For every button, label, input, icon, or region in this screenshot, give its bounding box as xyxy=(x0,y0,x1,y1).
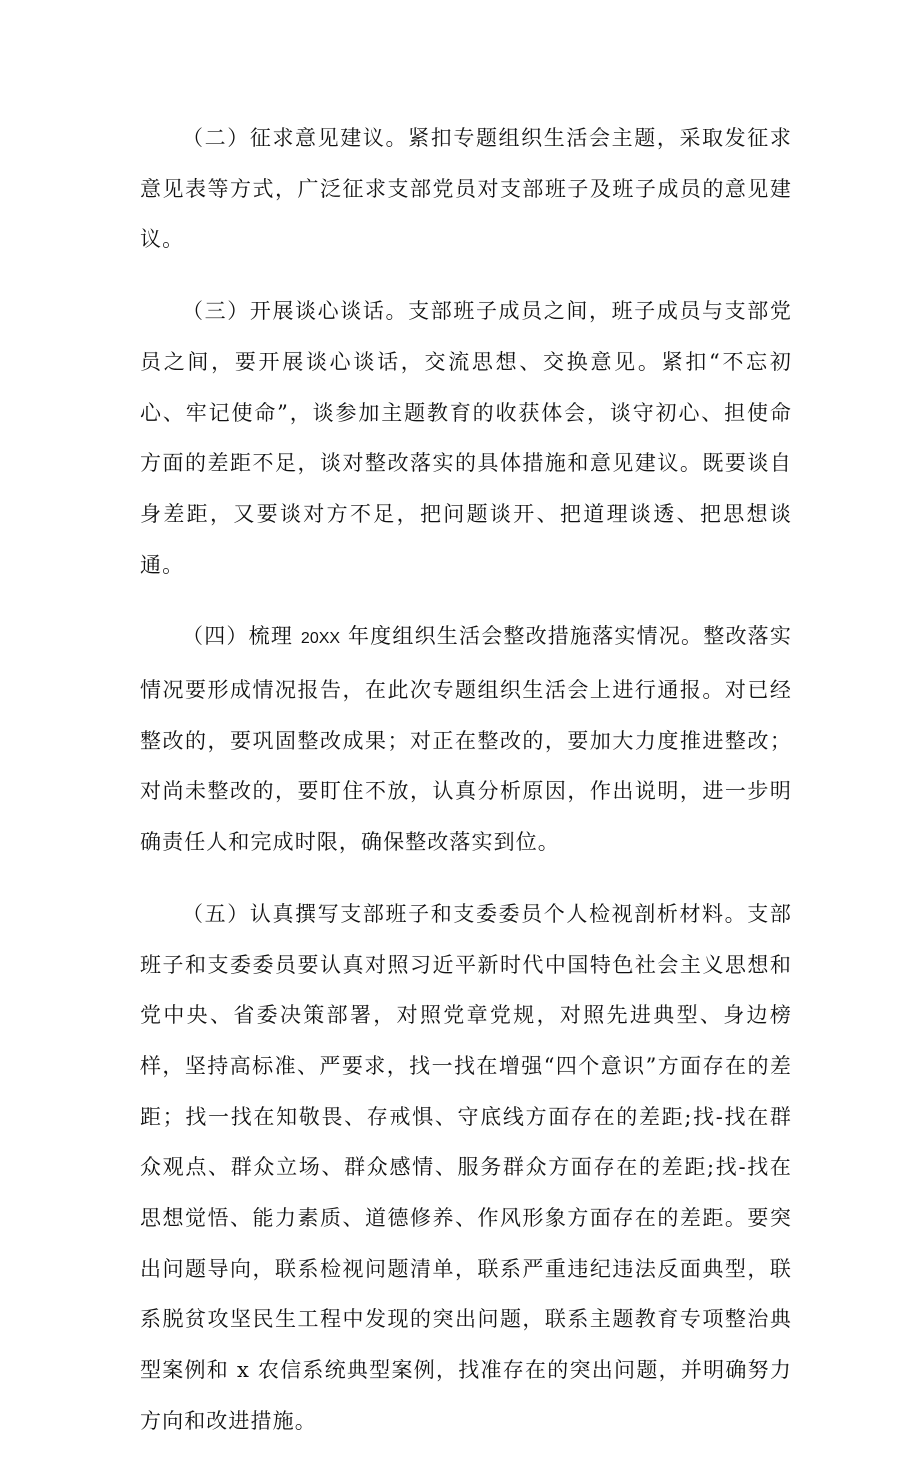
paragraph-rectification-review xyxy=(140,611,792,868)
paragraph-text-after-year: 年度组织生活会整改措施落实情况。整改落实情况要形成情况报告，在此次专题组织生活会上进行通报。对已经整改的，要巩固整改成果；对正在整改的，要加大力度推进整改；对尚未整改的，要盯住不放，认真分析原因，作出说明，进一步明确责任人和完成时限，确保整改落实到位。 xyxy=(140,624,792,855)
paragraph-self-examination-materials: （五）认真撰写支部班子和支委委员个人检视剖析材料。支部班子和支委委员要认真对照习近平新时代中国特色社会主义思想和党中央、省委决策部署，对照党章党规，对照先进典型、身边榜样，坚持高标准、严要求，找一找在增强“四个意识”方面存在的差距；找一找在知敬畏、存戒惧、守底线方面存在的差距;找-找在群众观点、群众立场、群众感情、服务群众方面存在的差距;找-找在思想觉悟、能力素质、道德修养、作风形象方面存在的差距。要突出问题导向，联系检视问题清单，联系严重违纪违法反面典型，联系脱贫攻坚民生工程中发现的突出问题，联系主题教育专项整治典型案例和 x 农信系统典型案例，找准存在的突出问题，并明确努力方向和改进措施。 xyxy=(140,901,792,1433)
year-placeholder: 20XX xyxy=(300,630,341,648)
paragraph-text-before-year: （四）梳理 xyxy=(182,624,301,649)
paragraph-heart-to-heart-talks: （三）开展谈心谈话。支部班子成员之间，班子成员与支部党员之间，要开展谈心谈话，交流思想、交换意见。紧扣“不忘初心、牢记使命”，谈参加主题教育的收获体会，谈守初心、担使命方面的差距不足，谈对整改落实的具体措施和意见建议。既要谈自身差距，又要谈对方不足，把问题谈开、把道理谈透、把思想谈通。 xyxy=(140,299,792,577)
document-body xyxy=(140,113,792,1468)
paragraph-solicit-opinions: （二）征求意见建议。紧扣专题组织生活会主题，采取发征求意见表等方式，广泛征求支部党员对支部班子及班子成员的意见建议。 xyxy=(140,126,792,252)
